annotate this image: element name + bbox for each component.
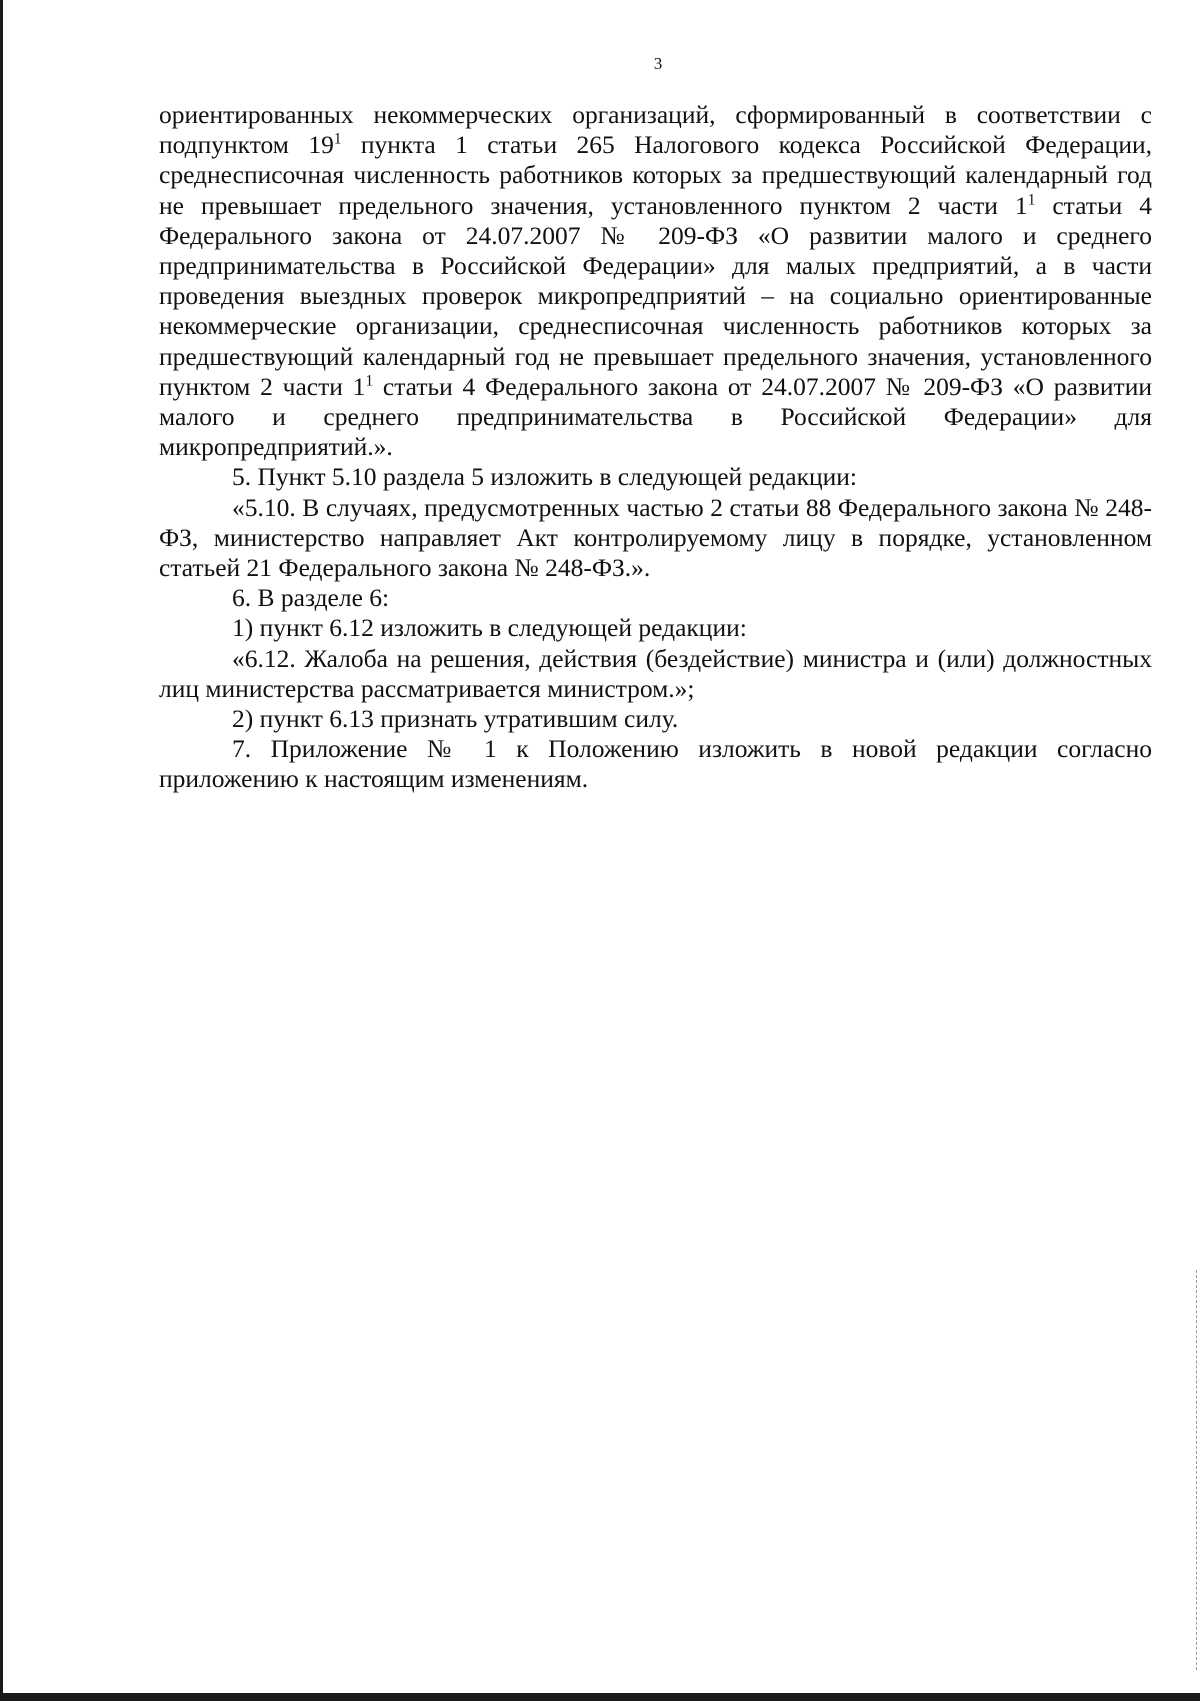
paragraph-quote-5-10: «5.10. В случаях, предусмотренных частью 2 статьи 88 Федерального закона № 248-ФЗ, министерство направляет Акт контролируемому лицу в порядке, установленном статьей 21 Федерального закона № 248-ФЗ.». [159, 492, 1152, 583]
page-number: 3 [653, 54, 663, 73]
scan-bottom-edge [0, 1693, 1200, 1701]
paragraph-continuation: ориентированных некоммерческих организаций, сформированный в соответствии с подпунктом $19^1$ пункта 1 статьи 265 Налогового кодекса Российской Федерации, среднесписочная численность работников которых за предшествующий календарный год не превышает предельного значения, установленного пунктом 2 части $1^1$ статьи 4 Федерального закона от 24.07.2007 № 209-ФЗ «О развитии малого и среднего предпринимательства в Российской Федерации» для малых предприятий, а в части проведения выездных проверок микропредприятий – на социально ориентированные некоммерческие организации, среднесписочная численность работников которых за предшествующий календарный год не превышает предельного значения, установленного пунктом 2 части $1^1$ статьи 4 Федерального закона от 24.07.2007 № 209-ФЗ «О развитии малого и среднего предпринимательства в Российской Федерации» для микропредприятий.». [159, 100, 1152, 462]
paragraph-quote-6-12: «6.12. Жалоба на решения, действия (бездействие) министра и (или) должностных лиц министерства рассматривается министром.»; [159, 643, 1152, 703]
paragraph-item-6: 6. В разделе 6: [232, 583, 390, 613]
superscript: 1 [365, 372, 374, 390]
superscript: 1 [1027, 191, 1036, 209]
scan-left-edge [0, 0, 3, 1701]
scan-right-marks [1196, 1270, 1199, 1670]
paragraph-subitem-1: 1) пункт 6.12 изложить в следующей редакции: [232, 613, 747, 643]
document-body [159, 100, 1152, 795]
superscript: 1 [333, 130, 342, 148]
paragraph-subitem-2: 2) пункт 6.13 признать утратившим силу. [232, 704, 679, 734]
paragraph-item-5: 5. Пункт 5.10 раздела 5 изложить в следующей редакции: [232, 462, 857, 492]
paragraph-item-7: 7. Приложение № 1 к Положению изложить в новой редакции согласно приложению к настоящим изменениям. [159, 734, 1152, 794]
